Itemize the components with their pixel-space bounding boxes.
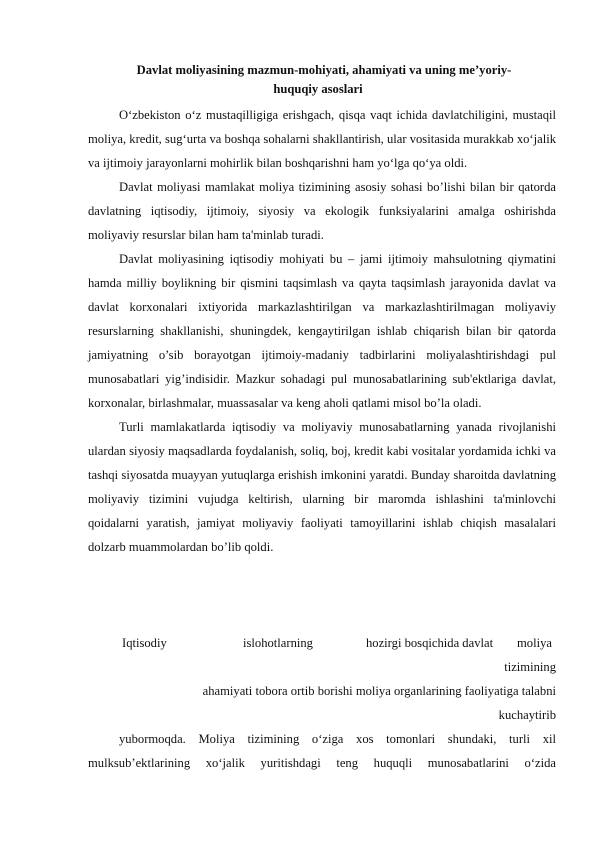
broken-line-text: ahamiyati tobora ortib borishi moliya organlarining faoliyatiga talabni [202, 684, 556, 698]
paragraph: Davlat moliyasi mamlakat moliya tizimining asosiy sohasi bo’lishi bilan bir qatorda davlatning iqtisodiy, ijtimoiy, siyosiy va ekologik funksiyalarini amalga oshirishda moliyaviy resurslar bilan ham ta'minlab turadi. [88, 180, 556, 242]
paragraph: Turli mamlakatlarda iqtisodiy va moliyaviy munosabatlarning yanada rivojlanishi ulardan siyosiy maqsadlarda foydalanish, soliq, boj, kredit kabi vositalar yordamida ichki va tashqi siyosatda muayyan yutuqlarga erishish imkonini yaratdi. Bunday sharoitda davlatning moliyaviy tizimini vujudga keltirish, ularning bir maromda ishlashini ta'minlovchi qoidalarni yaratish, jamiyat moliyaviy faoliyati tamoyillarini ishlab chiqish masalalari dolzarb muammolardan bo’lib qoldi. [88, 420, 556, 554]
document-body [88, 103, 556, 559]
paragraph: O‘zbekiston o‘z mustaqilligiga erishgach, qisqa vaqt ichida davlatchiligini, mustaqil moliya, kredit, sug‘urta va boshqa sohalarni shakllantirish, ular vositasida murakkab xo‘jalik va ijtimoiy jarayonlarni mohirlik bilan boshqarishni ham yo‘lga qo‘ya oldi. [88, 108, 556, 170]
broken-line-word: hozirgi bosqichida davlat [366, 636, 494, 650]
broken-line-word: kuchaytirib [498, 708, 556, 722]
broken-line-word: islohotlarning [243, 636, 313, 650]
broken-line-word: moliya [517, 636, 552, 650]
body-line: mulksub’ektlarining xo‘jalik yuritishdagi teng huquqli munosabatlarini o‘zida [88, 756, 556, 770]
paragraph: Davlat moliyasining iqtisodiy mohiyati bu – jami ijtimoiy mahsulotning qiymatini hamda milliy boylikning bir qismini taqsimlash va qayta taqsimlash jarayonida davlat va davlat korxonalari ixtiyorida markazlashtirilgan va markazlashtirilmagan moliyaviy resurslarning shakllanishi, shuningdek, kengaytirilgan ishlab chiqarish bilan bir qatorda jamiyatning o’sib borayotgan ijtimoiy-madaniy tadbirlarini moliyalashtirishdagi pul munosabatlari yig’indisidir. Mazkur sohadagi pul munosabatlarining sub'ektlariga davlat, korxonalar, birlashmalar, muassasalar va keng aholi qatlami misol bo’la oladi. [88, 252, 556, 410]
document-title-line-1: Davlat moliyasining mazmun-mohiyati, ahamiyati va uning me’yoriy- [136, 63, 512, 77]
document-title-line-2: huquqiy asoslari [273, 82, 363, 96]
broken-line-word: Iqtisodiy [122, 636, 167, 650]
broken-line-word: tizimining [504, 660, 556, 674]
body-line: yubormoqda. Moliya tizimining o‘ziga xos tomonlari shundaki, turli xil [119, 732, 556, 746]
